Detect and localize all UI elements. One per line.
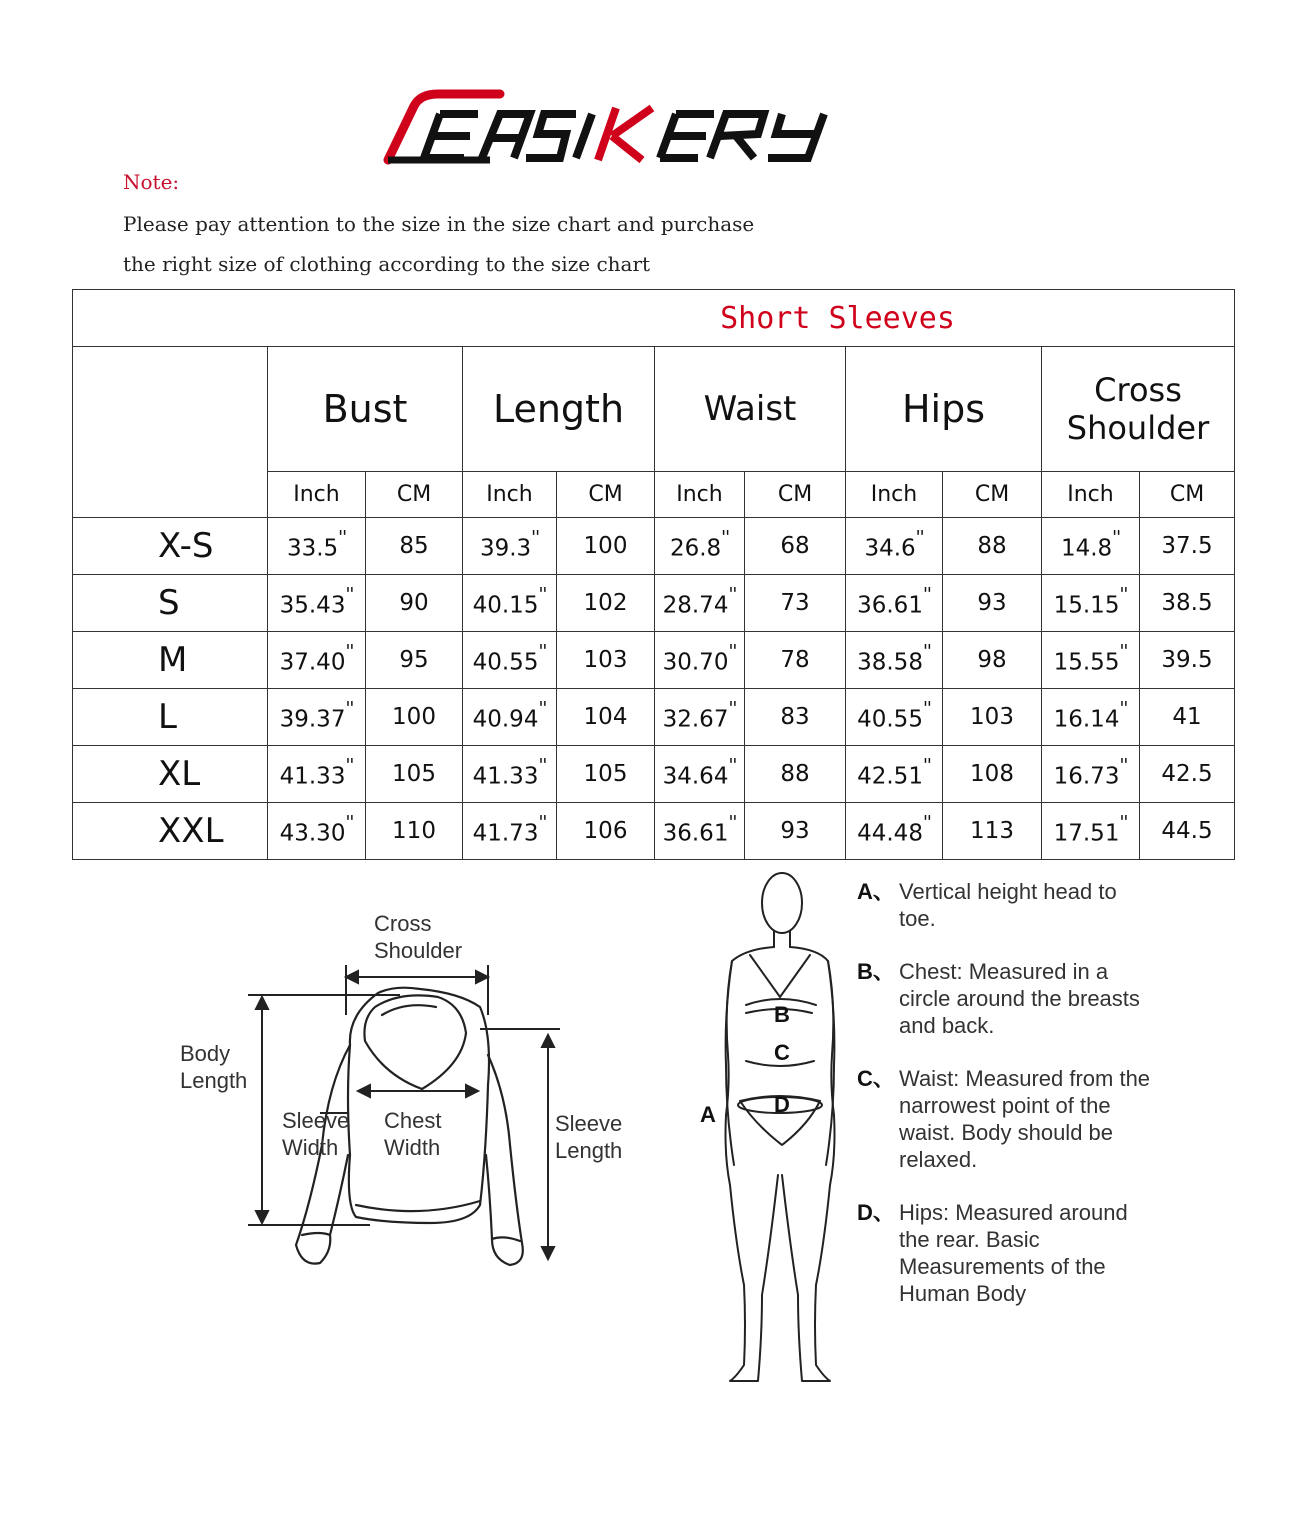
unit-cm: CM (1140, 472, 1235, 518)
cell-waist-cm (745, 518, 846, 575)
group-header-bust: Bust (268, 347, 463, 472)
cell-value: 40.55 (857, 706, 923, 733)
cell-shoulder-cm (1140, 575, 1235, 632)
cell-waist-cm (745, 746, 846, 803)
cell-bust-in (268, 746, 366, 803)
measurement-legend (857, 878, 1157, 1333)
cell-hips-cm (943, 632, 1042, 689)
cell-value: 105 (583, 761, 628, 787)
inch-mark: '' (538, 640, 547, 662)
cell-waist-in (655, 803, 745, 860)
inch-mark: '' (728, 583, 737, 605)
cell-hips-cm (943, 518, 1042, 575)
cell-hips-cm (943, 746, 1042, 803)
cell-shoulder-cm (1140, 632, 1235, 689)
cell-value: 37.40 (279, 649, 346, 676)
note-line-2: the right size of clothing according to the size chart (123, 252, 651, 276)
cell-shoulder-in (1042, 746, 1140, 803)
legend-item-d (857, 1199, 1157, 1307)
cell-value: 40.94 (472, 706, 539, 733)
marker-b: B (774, 1002, 790, 1027)
size-label: XL (73, 746, 268, 803)
cell-value: 110 (392, 818, 436, 844)
inch-mark: '' (1119, 811, 1128, 833)
table-row (73, 803, 1235, 860)
cell-value: 73 (780, 590, 810, 616)
legend-key-d: D、 (857, 1200, 895, 1225)
cell-value: 41.33 (279, 763, 346, 790)
cell-value: 88 (977, 533, 1007, 559)
note-label: Note: (123, 170, 180, 194)
cell-value: 16.14 (1053, 706, 1120, 733)
cell-hips-in (846, 518, 943, 575)
cell-value: 37.5 (1161, 533, 1213, 559)
cell-value: 16.73 (1053, 763, 1120, 790)
cell-value: 14.8 (1060, 535, 1113, 562)
legend-desc-d: Hips: Measured around the rear. Basic Measurements of the Human Body (899, 1200, 1128, 1306)
cell-value: 38.58 (857, 649, 923, 676)
cell-value: 95 (399, 647, 429, 673)
inch-mark: '' (1119, 754, 1128, 776)
group-header-cross-line-2: Shoulder (1066, 409, 1210, 447)
size-label: L (73, 689, 268, 746)
cell-length-in (463, 746, 557, 803)
unit-inch: Inch (655, 472, 745, 518)
inch-mark: '' (338, 526, 347, 548)
cell-hips-cm (943, 575, 1042, 632)
inch-mark: '' (538, 811, 547, 833)
cell-length-cm (557, 518, 655, 575)
inch-mark: '' (1119, 640, 1128, 662)
table-row (73, 575, 1235, 632)
cell-shoulder-cm (1140, 803, 1235, 860)
cell-value: 83 (780, 704, 810, 730)
cell-value: 33.5 (286, 535, 339, 562)
note-block (123, 170, 754, 284)
legend-item-b (857, 958, 1157, 1039)
size-label: X-S (73, 518, 268, 575)
inch-mark: '' (728, 640, 737, 662)
group-header-length: Length (463, 347, 655, 472)
cell-value: 40.55 (472, 649, 539, 676)
cell-length-cm (557, 632, 655, 689)
inch-mark: '' (922, 640, 931, 662)
table-row (73, 689, 1235, 746)
cell-value: 44.48 (857, 820, 923, 847)
cell-bust-in (268, 803, 366, 860)
inch-mark: '' (1119, 583, 1128, 605)
cell-hips-in (846, 575, 943, 632)
inch-mark: '' (345, 640, 354, 662)
cell-waist-in (655, 575, 745, 632)
cell-bust-cm (366, 518, 463, 575)
cell-length-in (463, 575, 557, 632)
legend-key-c: C、 (857, 1066, 895, 1091)
cell-length-in (463, 632, 557, 689)
cell-bust-cm (366, 746, 463, 803)
size-label: S (73, 575, 268, 632)
unit-inch: Inch (268, 472, 366, 518)
cell-bust-in (268, 689, 366, 746)
cell-hips-in (846, 803, 943, 860)
cell-waist-cm (745, 689, 846, 746)
cell-value: 103 (583, 647, 628, 673)
inch-mark: '' (531, 526, 540, 548)
cell-length-in (463, 689, 557, 746)
size-label: XXL (73, 803, 268, 860)
cell-value: 85 (399, 533, 429, 559)
unit-cm: CM (943, 472, 1042, 518)
cell-waist-in (655, 746, 745, 803)
inch-mark: '' (922, 811, 931, 833)
inch-mark: '' (922, 583, 931, 605)
table-title-cell (73, 290, 1235, 347)
cell-value: 108 (970, 761, 1014, 787)
cell-value: 88 (780, 761, 810, 787)
cell-value: 34.6 (864, 535, 916, 562)
cell-value: 36.61 (857, 592, 923, 619)
cell-bust-in (268, 575, 366, 632)
label-sleeve-length: Sleeve Length (555, 1111, 623, 1163)
table-row (73, 746, 1235, 803)
cell-value: 100 (583, 533, 628, 559)
size-rows (73, 518, 1235, 860)
cell-bust-cm (366, 632, 463, 689)
cell-value: 39.5 (1161, 647, 1213, 673)
cell-value: 42.5 (1161, 761, 1213, 787)
cell-value: 41 (1172, 704, 1202, 730)
cell-value: 90 (399, 590, 429, 616)
cell-value: 32.67 (662, 706, 729, 733)
cell-hips-cm (943, 689, 1042, 746)
cell-shoulder-cm (1140, 746, 1235, 803)
cell-waist-cm (745, 575, 846, 632)
cell-value: 35.43 (279, 592, 346, 619)
cell-bust-cm (366, 689, 463, 746)
cell-value: 42.51 (857, 763, 923, 790)
shirt-measurement-diagram (170, 905, 650, 1285)
cell-value: 30.70 (662, 649, 729, 676)
cell-waist-in (655, 518, 745, 575)
cell-value: 36.61 (662, 820, 729, 847)
marker-d: D (774, 1092, 790, 1117)
cell-length-cm (557, 575, 655, 632)
cell-value: 26.8 (669, 535, 722, 562)
cell-length-cm (557, 689, 655, 746)
inch-mark: '' (538, 754, 547, 776)
cell-bust-cm (366, 803, 463, 860)
cell-waist-in (655, 632, 745, 689)
inch-mark: '' (345, 583, 354, 605)
unit-inch: Inch (1042, 472, 1140, 518)
group-header-waist: Waist (655, 347, 846, 472)
legend-desc-b: Chest: Measured in a circle around the breasts and back. (899, 959, 1140, 1038)
cell-hips-in (846, 632, 943, 689)
inch-mark: '' (1119, 697, 1128, 719)
cell-shoulder-in (1042, 689, 1140, 746)
group-header-cross-line-1: Cross (1094, 371, 1182, 409)
cell-waist-cm (745, 803, 846, 860)
cell-bust-in (268, 632, 366, 689)
cell-value: 102 (583, 590, 628, 616)
body-outline (690, 865, 870, 1395)
cell-waist-in (655, 689, 745, 746)
cell-value: 103 (970, 704, 1014, 730)
cell-shoulder-in (1042, 518, 1140, 575)
cell-shoulder-cm (1140, 518, 1235, 575)
cell-waist-cm (745, 632, 846, 689)
marker-a: A (700, 1102, 716, 1127)
cell-value: 15.55 (1053, 649, 1120, 676)
table-row (73, 632, 1235, 689)
size-chart-table (72, 289, 1235, 860)
note-line-1: Please pay attention to the size in the size chart and purchase (123, 212, 755, 236)
cell-value: 78 (780, 647, 810, 673)
inch-mark: '' (345, 811, 354, 833)
cell-length-in (463, 518, 557, 575)
legend-key-a: A、 (857, 879, 895, 904)
cell-value: 39.37 (279, 706, 346, 733)
legend-item-a (857, 878, 1157, 932)
inch-mark: '' (721, 526, 730, 548)
inch-mark: '' (1112, 526, 1121, 548)
cell-shoulder-in (1042, 632, 1140, 689)
cell-hips-cm (943, 803, 1042, 860)
cell-value: 68 (780, 533, 810, 559)
cell-value: 41.33 (472, 763, 539, 790)
cell-hips-in (846, 746, 943, 803)
label-chest-width: Chest Width (384, 1108, 442, 1160)
cell-bust-in (268, 518, 366, 575)
cell-value: 41.73 (472, 820, 539, 847)
brand-logo (380, 88, 860, 168)
legend-desc-c: Waist: Measured from the narrowest point of the waist. Body should be relaxed. (899, 1066, 1151, 1172)
unit-cm: CM (745, 472, 846, 518)
size-header-blank (73, 347, 268, 518)
inch-mark: '' (538, 583, 547, 605)
inch-mark: '' (345, 697, 354, 719)
cell-value: 105 (392, 761, 436, 787)
group-header-cross-shoulder (1042, 347, 1235, 472)
cell-length-cm (557, 803, 655, 860)
cell-value: 93 (780, 818, 810, 844)
legend-desc-a: Vertical height head to toe. (899, 879, 1117, 931)
cell-bust-cm (366, 575, 463, 632)
cell-value: 28.74 (662, 592, 729, 619)
cell-shoulder-in (1042, 575, 1140, 632)
legend-key-b: B、 (857, 959, 895, 984)
cell-value: 113 (970, 818, 1014, 844)
cell-value: 17.51 (1053, 820, 1120, 847)
unit-cm: CM (366, 472, 463, 518)
cell-value: 44.5 (1161, 818, 1213, 844)
cell-value: 34.64 (662, 763, 729, 790)
group-header-hips: Hips (846, 347, 1042, 472)
unit-cm: CM (557, 472, 655, 518)
cell-shoulder-cm (1140, 689, 1235, 746)
cell-shoulder-in (1042, 803, 1140, 860)
cell-value: 39.3 (479, 535, 532, 562)
body-measurement-diagram (690, 865, 870, 1395)
inch-mark: '' (922, 697, 931, 719)
inch-mark: '' (728, 754, 737, 776)
cell-length-in (463, 803, 557, 860)
cell-value: 15.15 (1053, 592, 1120, 619)
cell-length-cm (557, 746, 655, 803)
cell-value: 106 (583, 818, 628, 844)
cell-value: 104 (583, 704, 628, 730)
cell-value: 38.5 (1161, 590, 1213, 616)
cell-value: 40.15 (472, 592, 539, 619)
marker-c: C (774, 1040, 790, 1065)
cell-value: 93 (977, 590, 1007, 616)
label-cross-shoulder: Cross Shoulder (374, 911, 463, 963)
inch-mark: '' (345, 754, 354, 776)
inch-mark: '' (915, 526, 924, 548)
table-row (73, 518, 1235, 575)
cell-value: 43.30 (279, 820, 346, 847)
inch-mark: '' (538, 697, 547, 719)
cell-value: 100 (392, 704, 436, 730)
unit-inch: Inch (463, 472, 557, 518)
legend-item-c (857, 1065, 1157, 1173)
unit-inch: Inch (846, 472, 943, 518)
label-body-length: Body Length (180, 1041, 248, 1093)
cell-value: 98 (977, 647, 1007, 673)
size-label: M (73, 632, 268, 689)
inch-mark: '' (728, 811, 737, 833)
label-sleeve-width: Sleeve Width (282, 1108, 350, 1160)
table-title: Short Sleeves (720, 300, 955, 336)
inch-mark: '' (728, 697, 737, 719)
cell-hips-in (846, 689, 943, 746)
inch-mark: '' (922, 754, 931, 776)
